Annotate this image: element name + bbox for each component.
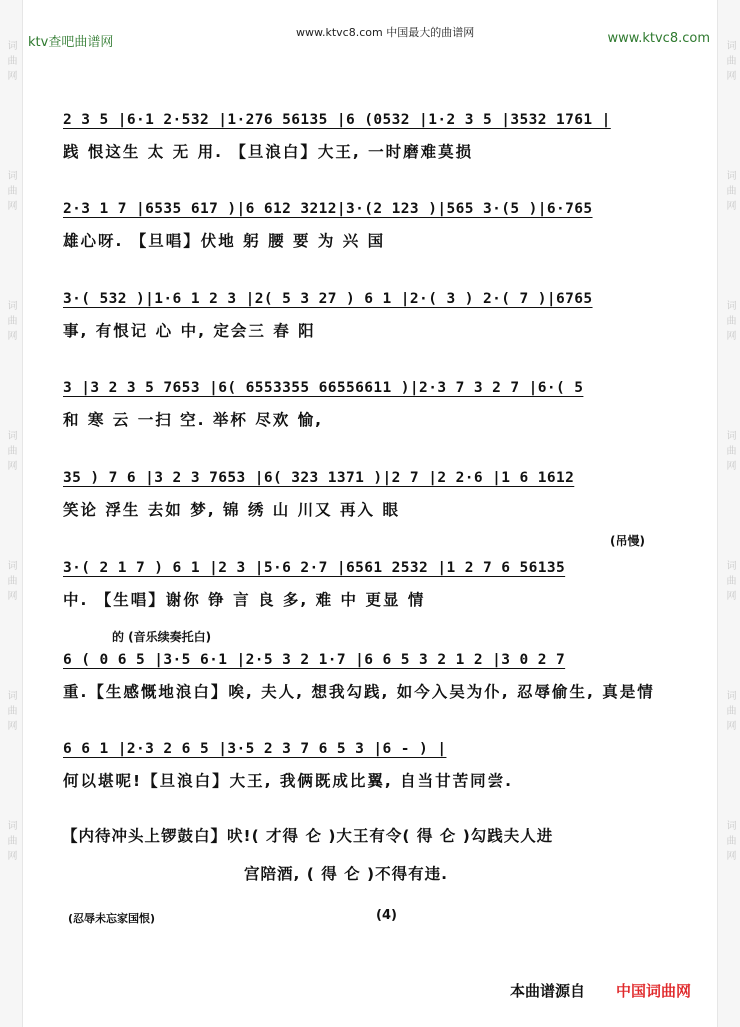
score-row-3 [63,291,683,343]
lyrics-line: 事, 有恨记 心 中, 定会三 春 阳 [63,322,316,340]
left-margin-strip [0,0,23,1027]
jianpu-notes: 3 |3 2 3 5 7653 |6( 6553355 66556611 )|2·3 7 3 2 7 |6·( 5 [63,380,683,402]
jianpu-notes: 2·3 1 7 |6535 617 )|6 612 3212|3·(2 123 )|565 3·(5 )|6·765 [63,201,683,223]
tempo-annotation: (吊慢) [610,534,645,548]
score-row-7 [63,652,683,704]
dialogue-line-1: 【内待冲头上锣鼓白】吠!( 才得 仑 )大王有令( 得 仑 )勾践夫人进 [62,827,554,845]
watermark-right-2: 词 曲 网 [724,170,735,212]
dialogue-line-2: 宫陪酒, ( 得 仑 )不得有违. [244,865,449,883]
jianpu-notes: 2 3 5 |6·1 2·532 |1·276 56135 |6 (0532 |1·2 3 5 |3532 1761 | [63,112,683,134]
source-label: 本曲谱源自 [510,982,586,1000]
jianpu-notes: 6 6 1 |2·3 2 6 5 |3·5 2 3 7 6 5 3 |6 - ) | [63,741,683,763]
jianpu-notes: 35 ) 7 6 |3 2 3 7653 |6( 323 1371 )|2 7 |2 2·6 |1 6 1612 [63,470,683,492]
watermark-left-1: 词 曲 网 [5,40,16,82]
lyrics-line: 中. 【生唱】谢你 铮 言 良 多, 难 中 更显 情 [63,591,426,609]
watermark-right-5: 词 曲 网 [724,560,735,602]
lyrics-line: 践 恨这生 太 无 用. 【旦浪白】大王, 一时磨难莫损 [63,143,474,161]
header-center-url[interactable]: www.ktvc8.com 中国最大的曲谱网 [296,26,475,39]
page-number: (4) [376,908,397,923]
score-row-1 [63,112,683,164]
watermark-right-1: 词 曲 网 [724,40,735,82]
watermark-left-6: 词 曲 网 [5,690,16,732]
watermark-right-7: 词 曲 网 [724,820,735,862]
score-row-6 [63,560,683,612]
watermark-right-3: 词 曲 网 [724,300,735,342]
jianpu-notes: 3·( 2 1 7 ) 6 1 |2 3 |5·6 2·7 |6561 2532 |1 2 7 6 56135 [63,560,683,582]
jianpu-notes: 3·( 532 )|1·6 1 2 3 |2( 5 3 27 ) 6 1 |2·( 3 ) 2·( 7 )|6765 [63,291,683,313]
lyrics-line: 和 寒 云 一扫 空. 举杯 尽欢 愉, [63,411,324,429]
lyrics-line: 笑论 浮生 去如 梦, 锦 绣 山 川又 再入 眼 [63,501,400,519]
lyrics-line: 雄心呀. 【旦唱】伏地 躬 腰 要 为 兴 国 [63,232,386,250]
watermark-left-5: 词 曲 网 [5,560,16,602]
score-row-4 [63,380,683,432]
watermark-right-6: 词 曲 网 [724,690,735,732]
footer-title-note: (忍辱未忘家国恨) [68,912,156,925]
lyrics-line: 何以堪呢!【旦浪白】大王, 我俩既成比翼, 自当甘苦同尝. [63,772,514,790]
watermark-left-4: 词 曲 网 [5,430,16,472]
watermark-left-3: 词 曲 网 [5,300,16,342]
jianpu-notes: 6 ( 0 6 5 |3·5 6·1 |2·5 3 2 1·7 |6 6 5 3 2 1 2 |3 0 2 7 [63,652,683,674]
score-row-8 [63,741,683,793]
accompaniment-annotation: 的 (音乐续奏托白) [112,630,212,644]
watermark-left-7: 词 曲 网 [5,820,16,862]
right-margin-strip [717,0,740,1027]
score-row-2 [63,201,683,253]
watermark-right-4: 词 曲 网 [724,430,735,472]
site-logo-text[interactable]: ktv查吧曲谱网 [28,35,114,50]
watermark-left-2: 词 曲 网 [5,170,16,212]
source-site-link[interactable]: 中国词曲网 [616,982,692,1000]
lyrics-line: 重.【生感慨地浪白】唉, 夫人, 想我勾践, 如今入吴为仆, 忍辱偷生, 真是情 [63,683,655,701]
score-row-5 [63,470,683,522]
header-right-url[interactable]: www.ktvc8.com [607,31,710,46]
